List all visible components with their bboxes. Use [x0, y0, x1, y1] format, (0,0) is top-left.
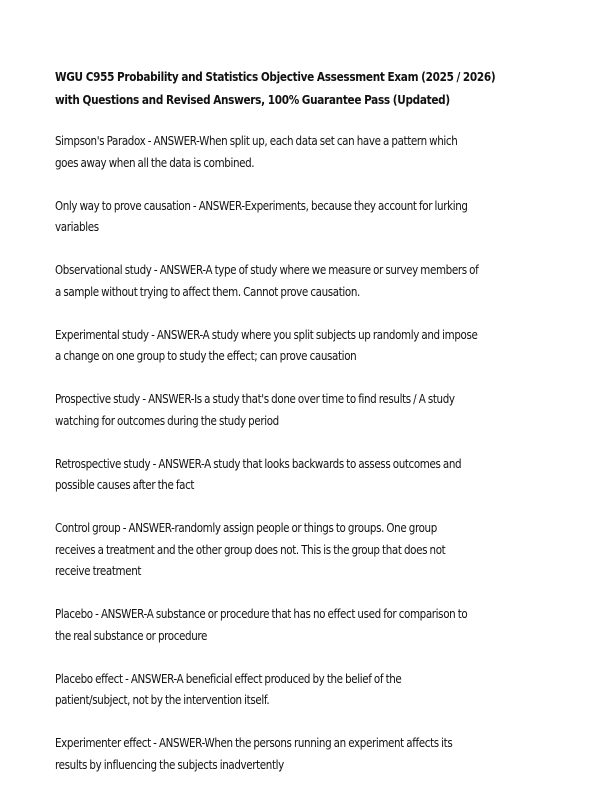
qa-entry-experimenter-effect — [55, 732, 557, 775]
entry-line: watching for outcomes during the study period — [55, 412, 279, 428]
qa-entry-observational-study — [55, 259, 557, 302]
entry-line: possible causes after the fact — [55, 477, 195, 492]
entry-line: a sample without trying to affect them. Cannot prove causation. — [55, 283, 360, 299]
qa-entry-simpsons-paradox — [55, 130, 557, 173]
qa-entry-control-group — [55, 517, 557, 582]
entry-line: Placebo effect - ANSWER-A beneficial effect produced by the belief of the — [55, 670, 402, 686]
entry-line: the real substance or procedure — [55, 627, 208, 643]
entry-line: goes away when all the data is combined. — [55, 154, 255, 170]
entry-line: patient/subject, not by the intervention itself. — [55, 692, 270, 707]
title-line-2: with Questions and Revised Answers, 100% Guarantee Pass (Updated) — [55, 93, 450, 107]
qa-entries — [55, 130, 612, 797]
entry-line: Observational study - ANSWER-A type of study where we measure or survey members of — [55, 262, 479, 277]
entry-line: Prospective study - ANSWER-Is a study that's done over time to find results / A study — [55, 391, 455, 406]
document-title — [55, 66, 502, 112]
entry-line: Retrospective study - ANSWER-A study that looks backwards to assess outcomes and — [55, 455, 462, 471]
qa-entry-retrospective-study — [55, 453, 557, 496]
entry-line: Control group - ANSWER-randomly assign people or things to groups. One group — [55, 520, 437, 535]
qa-entry-placebo-effect — [55, 668, 557, 711]
entry-line: receives a treatment and the other group does not. This is the group that does not — [55, 541, 446, 557]
qa-entry-prospective-study — [55, 388, 557, 431]
entry-line: receive treatment — [55, 563, 142, 578]
entry-line: Experimenter effect - ANSWER-When the persons running an experiment affects its — [55, 735, 453, 750]
qa-entry-placebo — [55, 603, 557, 646]
entry-line: results by influencing the subjects inadvertently — [55, 756, 284, 772]
title-line-1: WGU C955 Probability and Statistics Objective Assessment Exam (2025 / 2026) — [55, 70, 496, 84]
qa-entry-experimental-study — [55, 324, 557, 367]
entry-line: Experimental study - ANSWER-A study where you split subjects up randomly and impose — [55, 326, 478, 342]
entry-line: a change on one group to study the effect; can prove causation — [55, 348, 357, 363]
entry-line: variables — [55, 219, 99, 234]
entry-line: Only way to prove causation - ANSWER-Experiments, because they account for lurking — [55, 197, 468, 213]
entry-line: Simpson's Paradox - ANSWER-When split up, each data set can have a pattern which — [55, 133, 458, 148]
entry-line: Placebo - ANSWER-A substance or procedure that has no effect used for comparison to — [55, 606, 468, 621]
qa-entry-prove-causation — [55, 195, 557, 238]
